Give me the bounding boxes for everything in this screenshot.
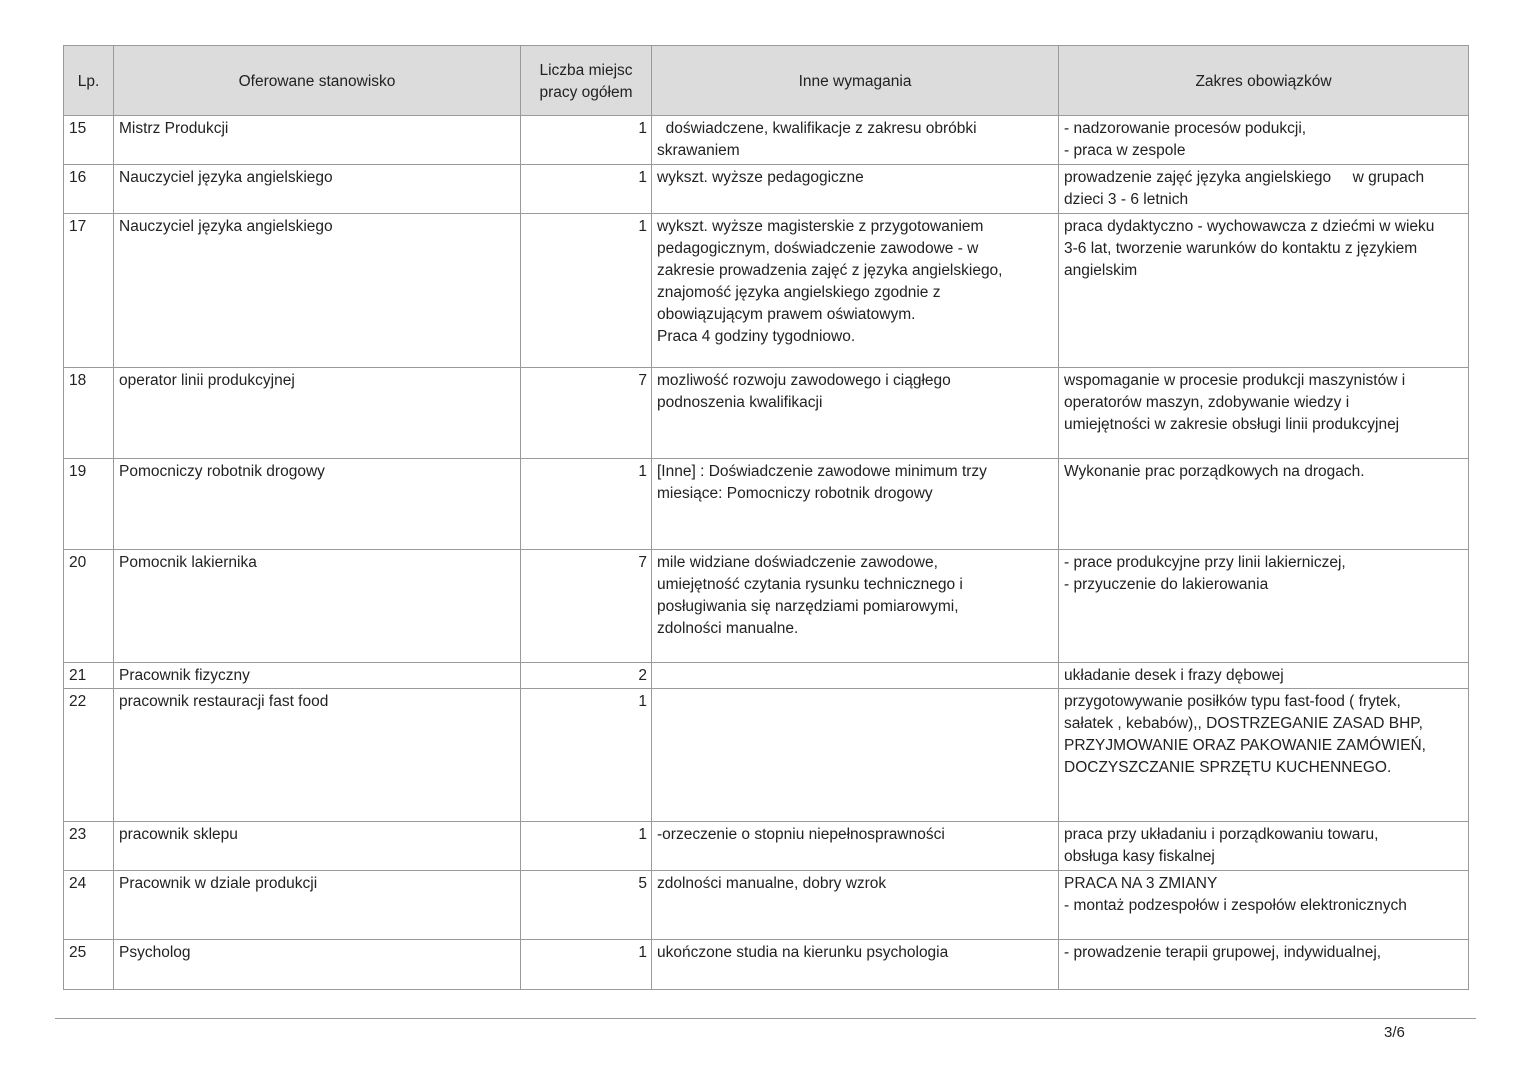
table-row: [64, 116, 1469, 165]
cell-requirements: [652, 368, 1059, 459]
table-row: [64, 165, 1469, 214]
cell-requirements: [652, 689, 1059, 822]
cell-requirements: [652, 663, 1059, 689]
duties-line: - praca w zespole: [1064, 142, 1186, 159]
cell-count: 1: [521, 116, 652, 165]
cell-lp: 24: [64, 871, 114, 940]
duties-line: przygotowywanie posiłków typu fast-food ( frytek,: [1064, 693, 1401, 710]
cell-lp: 22: [64, 689, 114, 822]
duties-line: układanie desek i frazy dębowej: [1064, 667, 1284, 684]
duties-line: - przyuczenie do lakierowania: [1064, 576, 1269, 593]
cell-count: 1: [521, 214, 652, 368]
duties-line: sałatek , kebabów),, DOSTRZEGANIE ZASAD BHP,: [1064, 715, 1423, 732]
cell-position: pracownik sklepu: [114, 822, 521, 871]
table-row: [64, 663, 1469, 689]
cell-count: 7: [521, 550, 652, 663]
cell-position: Nauczyciel języka angielskiego: [114, 165, 521, 214]
cell-lp: 20: [64, 550, 114, 663]
requirements-line: wykszt. wyższe magisterskie z przygotowaniem: [657, 218, 984, 235]
header-lp: Lp.: [64, 46, 114, 116]
footer-divider: [55, 1018, 1476, 1019]
table-header-row: [64, 46, 1469, 116]
header-count: [521, 46, 652, 116]
cell-duties: [1059, 689, 1469, 822]
table-row: [64, 940, 1469, 990]
cell-count: 1: [521, 165, 652, 214]
duties-line: - prace produkcyjne przy linii lakierniczej,: [1064, 554, 1346, 571]
cell-lp: 21: [64, 663, 114, 689]
cell-duties: [1059, 214, 1469, 368]
duties-line: praca dydaktyczno - wychowawcza z dziećmi w wieku: [1064, 218, 1435, 235]
requirements-line: wykszt. wyższe pedagogiczne: [657, 169, 864, 186]
requirements-line: miesiące: Pomocniczy robotnik drogowy: [657, 485, 933, 502]
requirements-line: skrawaniem: [657, 142, 740, 159]
duties-line: dzieci 3 - 6 letnich: [1064, 191, 1189, 208]
cell-duties: [1059, 822, 1469, 871]
cell-requirements: [652, 116, 1059, 165]
duties-line: wspomaganie w procesie produkcji maszynistów i: [1064, 372, 1406, 389]
cell-position: Nauczyciel języka angielskiego: [114, 214, 521, 368]
cell-lp: 16: [64, 165, 114, 214]
table-row: [64, 550, 1469, 663]
duties-line: Wykonanie prac porządkowych na drogach.: [1064, 463, 1365, 480]
requirements-line: zakresie prowadzenia zajęć z języka angielskiego,: [657, 262, 1003, 279]
cell-lp: 19: [64, 459, 114, 550]
cell-requirements: [652, 459, 1059, 550]
table-row: [64, 368, 1469, 459]
job-offers-table: [63, 45, 1469, 990]
cell-duties: [1059, 663, 1469, 689]
cell-duties: [1059, 871, 1469, 940]
requirements-line: zdolności manualne, dobry wzrok: [657, 875, 887, 892]
cell-position: Pracownik w dziale produkcji: [114, 871, 521, 940]
cell-position: Pracownik fizyczny: [114, 663, 521, 689]
cell-count: 2: [521, 663, 652, 689]
duties-line: PRZYJMOWANIE ORAZ PAKOWANIE ZAMÓWIEŃ,: [1064, 737, 1426, 754]
duties-line: umiejętności w zakresie obsługi linii produkcyjnej: [1064, 416, 1400, 433]
requirements-line: zdolności manualne.: [657, 620, 799, 637]
cell-position: pracownik restauracji fast food: [114, 689, 521, 822]
header-requirements: Inne wymagania: [652, 46, 1059, 116]
cell-duties: [1059, 116, 1469, 165]
duties-line: prowadzenie zajęć języka angielskiego w grupach: [1064, 169, 1425, 186]
cell-requirements: [652, 550, 1059, 663]
duties-line: obsługa kasy fiskalnej: [1064, 848, 1215, 865]
cell-lp: 17: [64, 214, 114, 368]
table-row: [64, 214, 1469, 368]
cell-position: Psycholog: [114, 940, 521, 990]
cell-requirements: [652, 214, 1059, 368]
table-row: [64, 689, 1469, 822]
cell-count: 5: [521, 871, 652, 940]
cell-lp: 23: [64, 822, 114, 871]
requirements-line: [Inne] : Doświadczenie zawodowe minimum trzy: [657, 463, 987, 480]
cell-lp: 18: [64, 368, 114, 459]
header-position: Oferowane stanowisko: [114, 46, 521, 116]
duties-line: DOCZYSZCZANIE SPRZĘTU KUCHENNEGO.: [1064, 759, 1392, 776]
duties-line: 3-6 lat, tworzenie warunków do kontaktu z językiem: [1064, 240, 1418, 257]
requirements-line: doświadczene, kwalifikacje z zakresu obróbki: [657, 120, 977, 137]
cell-count: 1: [521, 940, 652, 990]
header-count-line: pracy ogółem: [539, 83, 633, 101]
requirements-line: posługiwania się narzędziami pomiarowymi,: [657, 598, 959, 615]
cell-count: 7: [521, 368, 652, 459]
cell-requirements: [652, 940, 1059, 990]
requirements-line: ukończone studia na kierunku psychologia: [657, 944, 949, 961]
cell-duties: [1059, 550, 1469, 663]
cell-lp: 15: [64, 116, 114, 165]
duties-line: angielskim: [1064, 262, 1138, 279]
requirements-line: znajomość języka angielskiego zgodnie z: [657, 284, 941, 301]
table-row: [64, 822, 1469, 871]
duties-line: operatorów maszyn, zdobywanie wiedzy i: [1064, 394, 1350, 411]
cell-position: operator linii produkcyjnej: [114, 368, 521, 459]
header-count-line: Liczba miejsc: [539, 61, 633, 79]
duties-line: - prowadzenie terapii grupowej, indywidualnej,: [1064, 944, 1382, 961]
requirements-line: umiejętność czytania rysunku technicznego i: [657, 576, 963, 593]
duties-line: - montaż podzespołów i zespołów elektronicznych: [1064, 897, 1407, 914]
cell-duties: [1059, 165, 1469, 214]
duties-line: praca przy układaniu i porządkowaniu towaru,: [1064, 826, 1379, 843]
cell-count: 1: [521, 459, 652, 550]
cell-count: 1: [521, 689, 652, 822]
header-duties: Zakres obowiązków: [1059, 46, 1469, 116]
requirements-line: mile widziane doświadczenie zawodowe,: [657, 554, 938, 571]
cell-requirements: [652, 822, 1059, 871]
cell-requirements: [652, 165, 1059, 214]
cell-lp: 25: [64, 940, 114, 990]
cell-duties: [1059, 940, 1469, 990]
cell-requirements: [652, 871, 1059, 940]
requirements-line: -orzeczenie o stopniu niepełnosprawności: [657, 826, 945, 843]
page-number: 3/6: [1384, 1024, 1405, 1041]
cell-count: 1: [521, 822, 652, 871]
cell-position: Pomocniczy robotnik drogowy: [114, 459, 521, 550]
duties-line: - nadzorowanie procesów podukcji,: [1064, 120, 1307, 137]
requirements-line: mozliwość rozwoju zawodowego i ciągłego: [657, 372, 951, 389]
requirements-line: Praca 4 godziny tygodniowo.: [657, 328, 856, 345]
cell-position: Mistrz Produkcji: [114, 116, 521, 165]
requirements-line: pedagogicznym, doświadczenie zawodowe - w: [657, 240, 979, 257]
cell-position: Pomocnik lakiernika: [114, 550, 521, 663]
duties-line: PRACA NA 3 ZMIANY: [1064, 875, 1218, 892]
requirements-line: obowiązującym prawem oświatowym.: [657, 306, 916, 323]
table-row: [64, 459, 1469, 550]
requirements-line: podnoszenia kwalifikacji: [657, 394, 823, 411]
cell-duties: [1059, 459, 1469, 550]
table-row: [64, 871, 1469, 940]
cell-duties: [1059, 368, 1469, 459]
